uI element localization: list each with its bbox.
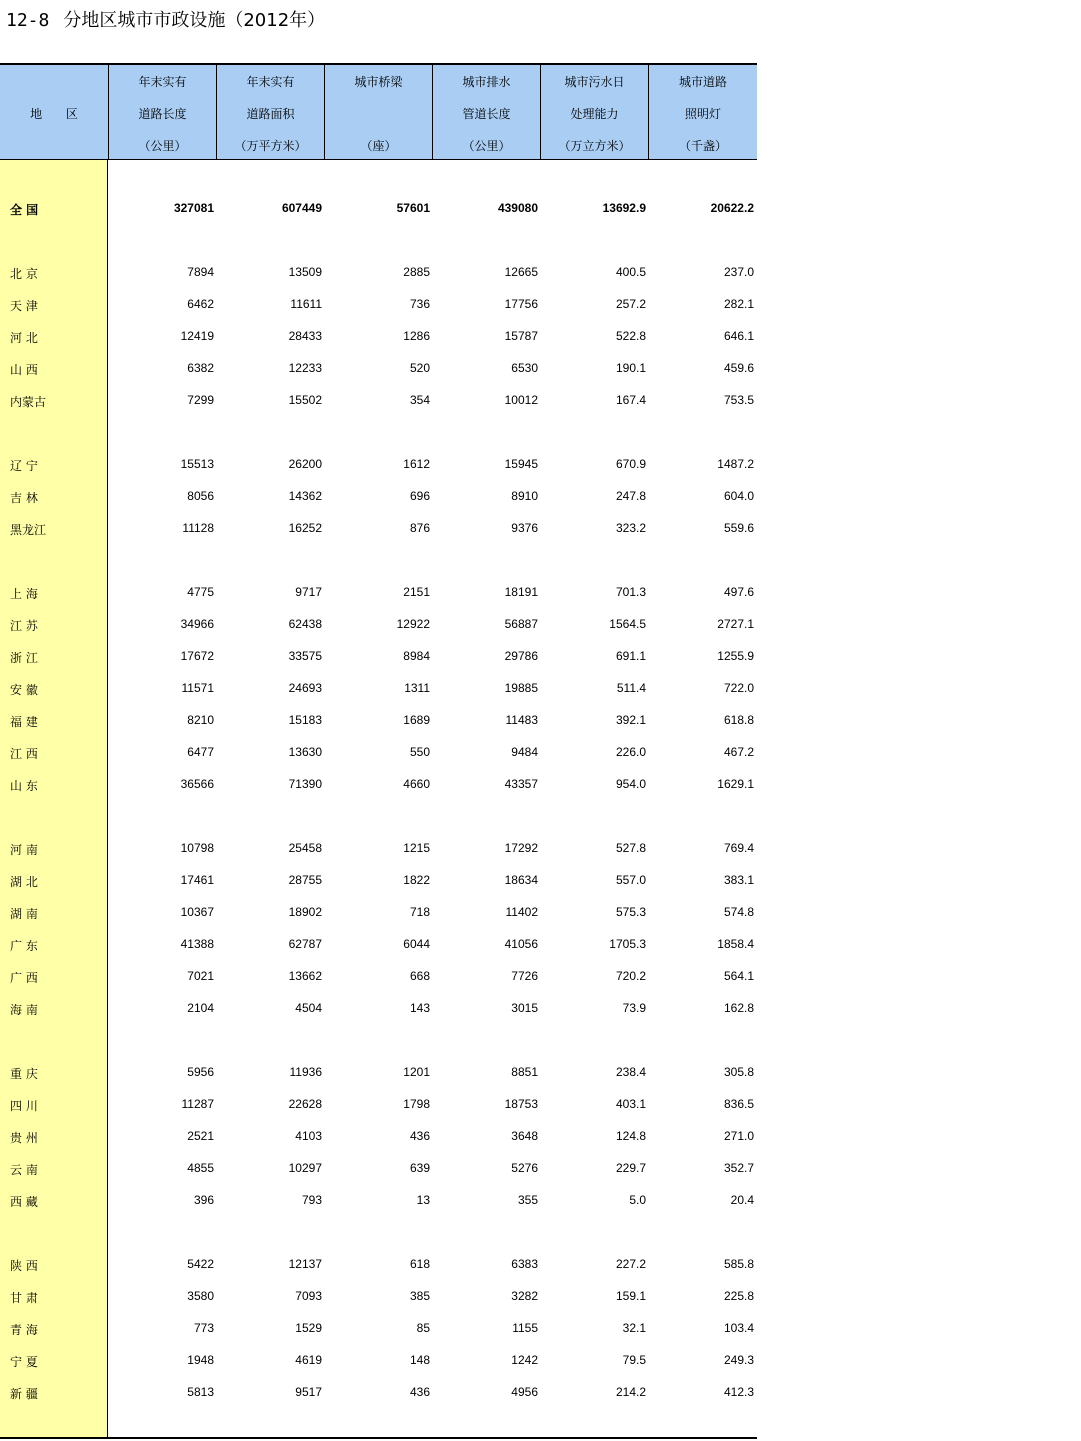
cell-col-4: 18753 bbox=[504, 1097, 538, 1111]
cell-col-2: 26200 bbox=[288, 457, 322, 471]
column-header-line3: （万立方米） bbox=[558, 139, 631, 153]
cell-col-2: 33575 bbox=[288, 649, 322, 663]
region-name: 全 国 bbox=[10, 203, 39, 217]
cell-col-1: 6462 bbox=[187, 297, 214, 311]
cell-col-6: 20.4 bbox=[730, 1193, 754, 1207]
column-header-2 bbox=[216, 65, 324, 160]
cell-col-5: 691.1 bbox=[615, 649, 646, 663]
cell-col-4: 43357 bbox=[504, 777, 538, 791]
cell-col-3: 639 bbox=[409, 1161, 430, 1175]
cell-col-4: 3648 bbox=[511, 1129, 538, 1143]
cell-col-6: 618.8 bbox=[723, 713, 754, 727]
region-name: 云 南 bbox=[10, 1163, 38, 1177]
column-header-line3: （公里） bbox=[138, 139, 187, 153]
table-row-total bbox=[0, 201, 757, 219]
cell-col-5: 13692.9 bbox=[602, 201, 646, 215]
cell-col-5: 167.4 bbox=[615, 393, 646, 407]
cell-col-6: 305.8 bbox=[723, 1065, 754, 1079]
table-row bbox=[0, 1001, 757, 1019]
cell-col-2: 9717 bbox=[295, 585, 322, 599]
cell-col-2: 11936 bbox=[289, 1065, 322, 1079]
region-name: 天 津 bbox=[10, 299, 38, 313]
cell-col-6: 1858.4 bbox=[717, 937, 754, 951]
region-name: 甘 肃 bbox=[10, 1291, 38, 1305]
cell-col-1: 3580 bbox=[187, 1289, 214, 1303]
cell-col-6: 412.3 bbox=[723, 1385, 754, 1399]
cell-col-2: 13630 bbox=[288, 745, 322, 759]
cell-col-4: 17756 bbox=[504, 297, 538, 311]
cell-col-2: 15502 bbox=[288, 393, 322, 407]
region-name: 安 徽 bbox=[10, 683, 38, 697]
cell-col-3: 148 bbox=[409, 1353, 430, 1367]
cell-col-2: 28433 bbox=[288, 329, 322, 343]
cell-col-1: 327081 bbox=[173, 201, 214, 215]
cell-col-3: 696 bbox=[409, 489, 430, 503]
cell-col-3: 520 bbox=[409, 361, 430, 375]
cell-col-6: 836.5 bbox=[723, 1097, 754, 1111]
cell-col-4: 15945 bbox=[504, 457, 538, 471]
column-header-line3: （万平方米） bbox=[234, 139, 307, 153]
table-row bbox=[0, 1257, 757, 1275]
cell-col-3: 876 bbox=[409, 521, 430, 535]
cell-col-5: 257.2 bbox=[615, 297, 646, 311]
column-header-4 bbox=[432, 65, 540, 160]
cell-col-3: 6044 bbox=[403, 937, 430, 951]
cell-col-2: 71390 bbox=[288, 777, 322, 791]
cell-col-6: 2727.1 bbox=[717, 617, 754, 631]
region-name: 江 西 bbox=[10, 747, 38, 761]
column-header-line2: 道路长度 bbox=[138, 107, 187, 121]
cell-col-5: 670.9 bbox=[615, 457, 646, 471]
table-bottom-border bbox=[0, 1437, 757, 1439]
column-header-line1: 城市桥梁 bbox=[354, 75, 403, 89]
table-row bbox=[0, 361, 757, 379]
cell-col-4: 10012 bbox=[504, 393, 538, 407]
cell-col-4: 8910 bbox=[511, 489, 538, 503]
region-name: 福 建 bbox=[10, 715, 38, 729]
cell-col-1: 396 bbox=[193, 1193, 214, 1207]
region-name: 浙 江 bbox=[10, 651, 38, 665]
cell-col-5: 124.8 bbox=[615, 1129, 646, 1143]
region-name: 河 南 bbox=[10, 843, 38, 857]
cell-col-3: 1311 bbox=[404, 681, 430, 695]
cell-col-2: 607449 bbox=[281, 201, 322, 215]
column-header-line2: 处理能力 bbox=[570, 107, 619, 121]
cell-col-2: 12233 bbox=[288, 361, 322, 375]
cell-col-2: 4504 bbox=[295, 1001, 322, 1015]
cell-col-3: 668 bbox=[409, 969, 430, 983]
cell-col-6: 282.1 bbox=[723, 297, 754, 311]
column-header-line1: 年末实有 bbox=[138, 75, 187, 89]
cell-col-4: 3282 bbox=[511, 1289, 538, 1303]
column-header-1 bbox=[108, 65, 216, 160]
cell-col-4: 41056 bbox=[504, 937, 538, 951]
region-name: 山 西 bbox=[10, 363, 38, 377]
cell-col-6: 769.4 bbox=[723, 841, 754, 855]
cell-col-2: 18902 bbox=[288, 905, 322, 919]
column-header-line3: （座） bbox=[360, 139, 397, 153]
region-name: 湖 北 bbox=[10, 875, 38, 889]
cell-col-4: 355 bbox=[517, 1193, 538, 1207]
cell-col-1: 10798 bbox=[180, 841, 214, 855]
cell-col-5: 511.4 bbox=[616, 681, 646, 695]
column-header-6 bbox=[648, 65, 757, 160]
cell-col-6: 103.4 bbox=[723, 1321, 754, 1335]
cell-col-6: 467.2 bbox=[723, 745, 754, 759]
cell-col-4: 5276 bbox=[511, 1161, 538, 1175]
table-row bbox=[0, 745, 757, 763]
cell-col-1: 12419 bbox=[180, 329, 214, 343]
column-header-line2: 照明灯 bbox=[684, 107, 721, 121]
page-title bbox=[6, 6, 325, 32]
cell-col-6: 604.0 bbox=[723, 489, 754, 503]
cell-col-5: 227.2 bbox=[615, 1257, 646, 1271]
cell-col-6: 237.0 bbox=[723, 265, 754, 279]
cell-col-2: 12137 bbox=[288, 1257, 322, 1271]
region-name: 陕 西 bbox=[10, 1259, 38, 1273]
cell-col-2: 13509 bbox=[288, 265, 322, 279]
cell-col-1: 34966 bbox=[180, 617, 214, 631]
cell-col-4: 18634 bbox=[504, 873, 538, 887]
cell-col-5: 190.1 bbox=[615, 361, 646, 375]
cell-col-1: 1948 bbox=[187, 1353, 214, 1367]
cell-col-5: 954.0 bbox=[615, 777, 646, 791]
region-name: 黑龙江 bbox=[10, 523, 47, 537]
cell-col-2: 28755 bbox=[288, 873, 322, 887]
table-row bbox=[0, 297, 757, 315]
cell-col-3: 8984 bbox=[403, 649, 430, 663]
cell-col-3: 85 bbox=[416, 1321, 430, 1335]
cell-col-4: 6383 bbox=[511, 1257, 538, 1271]
table-row bbox=[0, 457, 757, 475]
cell-col-6: 1487.2 bbox=[717, 457, 754, 471]
cell-col-1: 4775 bbox=[187, 585, 214, 599]
table-row bbox=[0, 1161, 757, 1179]
cell-col-6: 646.1 bbox=[723, 329, 754, 343]
cell-col-5: 557.0 bbox=[615, 873, 646, 887]
column-header-line3: （千盏） bbox=[678, 139, 727, 153]
cell-col-3: 1689 bbox=[403, 713, 430, 727]
cell-col-4: 8851 bbox=[511, 1065, 538, 1079]
table-row bbox=[0, 1385, 757, 1403]
cell-col-5: 73.9 bbox=[622, 1001, 646, 1015]
table-row bbox=[0, 329, 757, 347]
cell-col-4: 29786 bbox=[504, 649, 538, 663]
cell-col-1: 17672 bbox=[180, 649, 214, 663]
cell-col-6: 753.5 bbox=[723, 393, 754, 407]
region-name: 湖 南 bbox=[10, 907, 38, 921]
cell-col-5: 392.1 bbox=[615, 713, 646, 727]
cell-col-2: 1529 bbox=[295, 1321, 322, 1335]
region-name: 四 川 bbox=[10, 1099, 38, 1113]
table-row bbox=[0, 1321, 757, 1339]
cell-col-6: 559.6 bbox=[723, 521, 754, 535]
cell-col-3: 4660 bbox=[403, 777, 430, 791]
region-name: 贵 州 bbox=[10, 1131, 38, 1145]
table-row bbox=[0, 841, 757, 859]
cell-col-4: 12665 bbox=[504, 265, 538, 279]
cell-col-1: 11128 bbox=[182, 521, 214, 535]
cell-col-6: 271.0 bbox=[723, 1129, 754, 1143]
column-header-line1: 城市排水 bbox=[462, 75, 511, 89]
cell-col-4: 3015 bbox=[511, 1001, 538, 1015]
cell-col-2: 14362 bbox=[288, 489, 322, 503]
region-name: 新 疆 bbox=[10, 1387, 38, 1401]
cell-col-4: 15787 bbox=[504, 329, 538, 343]
cell-col-3: 13 bbox=[416, 1193, 430, 1207]
cell-col-1: 7021 bbox=[187, 969, 214, 983]
column-header-line1: 年末实有 bbox=[246, 75, 295, 89]
cell-col-1: 2104 bbox=[187, 1001, 214, 1015]
region-header: 地 区 bbox=[30, 107, 88, 121]
table-row bbox=[0, 1065, 757, 1083]
cell-col-5: 720.2 bbox=[615, 969, 646, 983]
cell-col-5: 79.5 bbox=[622, 1353, 646, 1367]
column-header-3 bbox=[324, 65, 432, 160]
cell-col-5: 5.0 bbox=[629, 1193, 646, 1207]
cell-col-3: 12922 bbox=[396, 617, 430, 631]
cell-col-5: 400.5 bbox=[615, 265, 646, 279]
cell-col-3: 143 bbox=[409, 1001, 430, 1015]
cell-col-1: 6477 bbox=[187, 745, 214, 759]
cell-col-4: 11402 bbox=[505, 905, 538, 919]
cell-col-3: 436 bbox=[409, 1385, 430, 1399]
cell-col-2: 24693 bbox=[288, 681, 322, 695]
column-header-line1: 城市污水日 bbox=[564, 75, 625, 89]
cell-col-3: 2885 bbox=[403, 265, 430, 279]
table-number: 12-8 bbox=[6, 10, 50, 31]
region-header-cell bbox=[0, 65, 108, 160]
cell-col-1: 4855 bbox=[187, 1161, 214, 1175]
cell-col-1: 10367 bbox=[180, 905, 214, 919]
cell-col-5: 527.8 bbox=[615, 841, 646, 855]
table-row bbox=[0, 1129, 757, 1147]
region-name: 海 南 bbox=[10, 1003, 38, 1017]
cell-col-1: 773 bbox=[193, 1321, 214, 1335]
cell-col-5: 701.3 bbox=[615, 585, 646, 599]
table-row bbox=[0, 265, 757, 283]
cell-col-4: 439080 bbox=[497, 201, 538, 215]
cell-col-6: 225.8 bbox=[723, 1289, 754, 1303]
cell-col-4: 1242 bbox=[511, 1353, 538, 1367]
cell-col-2: 22628 bbox=[288, 1097, 322, 1111]
cell-col-4: 9484 bbox=[511, 745, 538, 759]
cell-col-1: 11287 bbox=[181, 1097, 214, 1111]
cell-col-4: 11483 bbox=[505, 713, 538, 727]
table-title: 分地区城市市政设施（2012年） bbox=[63, 10, 326, 31]
cell-col-3: 736 bbox=[409, 297, 430, 311]
cell-col-3: 1215 bbox=[403, 841, 430, 855]
cell-col-4: 9376 bbox=[511, 521, 538, 535]
cell-col-1: 5813 bbox=[187, 1385, 214, 1399]
cell-col-3: 718 bbox=[409, 905, 430, 919]
cell-col-1: 17461 bbox=[180, 873, 214, 887]
cell-col-5: 159.1 bbox=[615, 1289, 646, 1303]
cell-col-3: 1201 bbox=[403, 1065, 430, 1079]
region-name: 北 京 bbox=[10, 267, 38, 281]
cell-col-4: 1155 bbox=[512, 1321, 538, 1335]
cell-col-1: 8210 bbox=[187, 713, 214, 727]
table-row bbox=[0, 1097, 757, 1115]
table-row bbox=[0, 585, 757, 603]
cell-col-6: 722.0 bbox=[723, 681, 754, 695]
cell-col-1: 8056 bbox=[187, 489, 214, 503]
cell-col-6: 249.3 bbox=[723, 1353, 754, 1367]
cell-col-1: 6382 bbox=[187, 361, 214, 375]
cell-col-4: 56887 bbox=[504, 617, 538, 631]
table-row bbox=[0, 713, 757, 731]
cell-col-1: 5956 bbox=[187, 1065, 214, 1079]
cell-col-6: 585.8 bbox=[723, 1257, 754, 1271]
cell-col-1: 15513 bbox=[180, 457, 214, 471]
cell-col-4: 19885 bbox=[504, 681, 538, 695]
data-table bbox=[0, 63, 757, 1439]
cell-col-2: 4103 bbox=[295, 1129, 322, 1143]
cell-col-5: 32.1 bbox=[622, 1321, 646, 1335]
region-name: 重 庆 bbox=[10, 1067, 38, 1081]
cell-col-6: 574.8 bbox=[723, 905, 754, 919]
table-row bbox=[0, 617, 757, 635]
region-name: 广 西 bbox=[10, 971, 38, 985]
cell-col-1: 2521 bbox=[187, 1129, 214, 1143]
region-name: 山 东 bbox=[10, 779, 38, 793]
region-name: 江 苏 bbox=[10, 619, 38, 633]
cell-col-6: 352.7 bbox=[723, 1161, 754, 1175]
table-row bbox=[0, 393, 757, 411]
cell-col-2: 15183 bbox=[288, 713, 322, 727]
cell-col-3: 2151 bbox=[403, 585, 430, 599]
region-column-background bbox=[0, 160, 108, 1437]
cell-col-5: 575.3 bbox=[615, 905, 646, 919]
table-row bbox=[0, 1289, 757, 1307]
cell-col-3: 1612 bbox=[403, 457, 430, 471]
table-row bbox=[0, 649, 757, 667]
cell-col-6: 383.1 bbox=[723, 873, 754, 887]
cell-col-5: 323.2 bbox=[615, 521, 646, 535]
cell-col-3: 1822 bbox=[403, 873, 430, 887]
column-header-line2: 道路面积 bbox=[246, 107, 295, 121]
cell-col-6: 1629.1 bbox=[717, 777, 754, 791]
cell-col-2: 13662 bbox=[288, 969, 322, 983]
table-row bbox=[0, 873, 757, 891]
cell-col-5: 522.8 bbox=[615, 329, 646, 343]
table-row bbox=[0, 681, 757, 699]
table-header bbox=[0, 63, 757, 160]
cell-col-3: 354 bbox=[409, 393, 430, 407]
column-header-line1: 城市道路 bbox=[678, 75, 727, 89]
cell-col-2: 62787 bbox=[288, 937, 322, 951]
cell-col-4: 6530 bbox=[511, 361, 538, 375]
cell-col-6: 459.6 bbox=[723, 361, 754, 375]
region-name: 宁 夏 bbox=[10, 1355, 38, 1369]
cell-col-2: 11611 bbox=[290, 297, 322, 311]
table-row bbox=[0, 489, 757, 507]
cell-col-3: 1798 bbox=[403, 1097, 430, 1111]
cell-col-2: 16252 bbox=[288, 521, 322, 535]
region-name: 内蒙古 bbox=[10, 395, 47, 409]
cell-col-1: 36566 bbox=[180, 777, 214, 791]
cell-col-6: 1255.9 bbox=[717, 649, 754, 663]
table-row bbox=[0, 937, 757, 955]
cell-col-3: 618 bbox=[409, 1257, 430, 1271]
table-row bbox=[0, 1353, 757, 1371]
cell-col-4: 7726 bbox=[511, 969, 538, 983]
cell-col-5: 247.8 bbox=[615, 489, 646, 503]
table-row bbox=[0, 777, 757, 795]
cell-col-6: 497.6 bbox=[723, 585, 754, 599]
cell-col-2: 62438 bbox=[288, 617, 322, 631]
cell-col-6: 564.1 bbox=[723, 969, 754, 983]
region-name: 广 东 bbox=[10, 939, 38, 953]
table-row bbox=[0, 905, 757, 923]
table-row bbox=[0, 969, 757, 987]
cell-col-5: 238.4 bbox=[615, 1065, 646, 1079]
cell-col-5: 229.7 bbox=[615, 1161, 646, 1175]
cell-col-1: 7894 bbox=[187, 265, 214, 279]
cell-col-5: 1564.5 bbox=[609, 617, 646, 631]
cell-col-1: 11571 bbox=[181, 681, 214, 695]
cell-col-5: 1705.3 bbox=[609, 937, 646, 951]
column-header-line2: 管道长度 bbox=[462, 107, 511, 121]
cell-col-2: 4619 bbox=[295, 1353, 322, 1367]
table-row bbox=[0, 1193, 757, 1211]
cell-col-5: 403.1 bbox=[615, 1097, 646, 1111]
cell-col-2: 10297 bbox=[288, 1161, 322, 1175]
cell-col-5: 226.0 bbox=[615, 745, 646, 759]
cell-col-2: 7093 bbox=[295, 1289, 322, 1303]
cell-col-3: 550 bbox=[409, 745, 430, 759]
cell-col-6: 162.8 bbox=[723, 1001, 754, 1015]
cell-col-2: 25458 bbox=[288, 841, 322, 855]
cell-col-1: 7299 bbox=[187, 393, 214, 407]
cell-col-3: 1286 bbox=[403, 329, 430, 343]
cell-col-2: 793 bbox=[301, 1193, 322, 1207]
cell-col-5: 214.2 bbox=[615, 1385, 646, 1399]
cell-col-4: 17292 bbox=[504, 841, 538, 855]
table-row bbox=[0, 521, 757, 539]
column-header-5 bbox=[540, 65, 648, 160]
region-name: 西 藏 bbox=[10, 1195, 38, 1209]
cell-col-1: 41388 bbox=[180, 937, 214, 951]
cell-col-3: 436 bbox=[409, 1129, 430, 1143]
cell-col-4: 18191 bbox=[504, 585, 538, 599]
region-name: 青 海 bbox=[10, 1323, 38, 1337]
cell-col-2: 9517 bbox=[295, 1385, 322, 1399]
region-name: 辽 宁 bbox=[10, 459, 38, 473]
region-name: 河 北 bbox=[10, 331, 38, 345]
column-header-line3: （公里） bbox=[462, 139, 511, 153]
cell-col-4: 4956 bbox=[511, 1385, 538, 1399]
cell-col-6: 20622.2 bbox=[710, 201, 754, 215]
cell-col-3: 57601 bbox=[396, 201, 430, 215]
region-name: 吉 林 bbox=[10, 491, 38, 505]
region-name: 上 海 bbox=[10, 587, 38, 601]
cell-col-1: 5422 bbox=[187, 1257, 214, 1271]
cell-col-3: 385 bbox=[409, 1289, 430, 1303]
